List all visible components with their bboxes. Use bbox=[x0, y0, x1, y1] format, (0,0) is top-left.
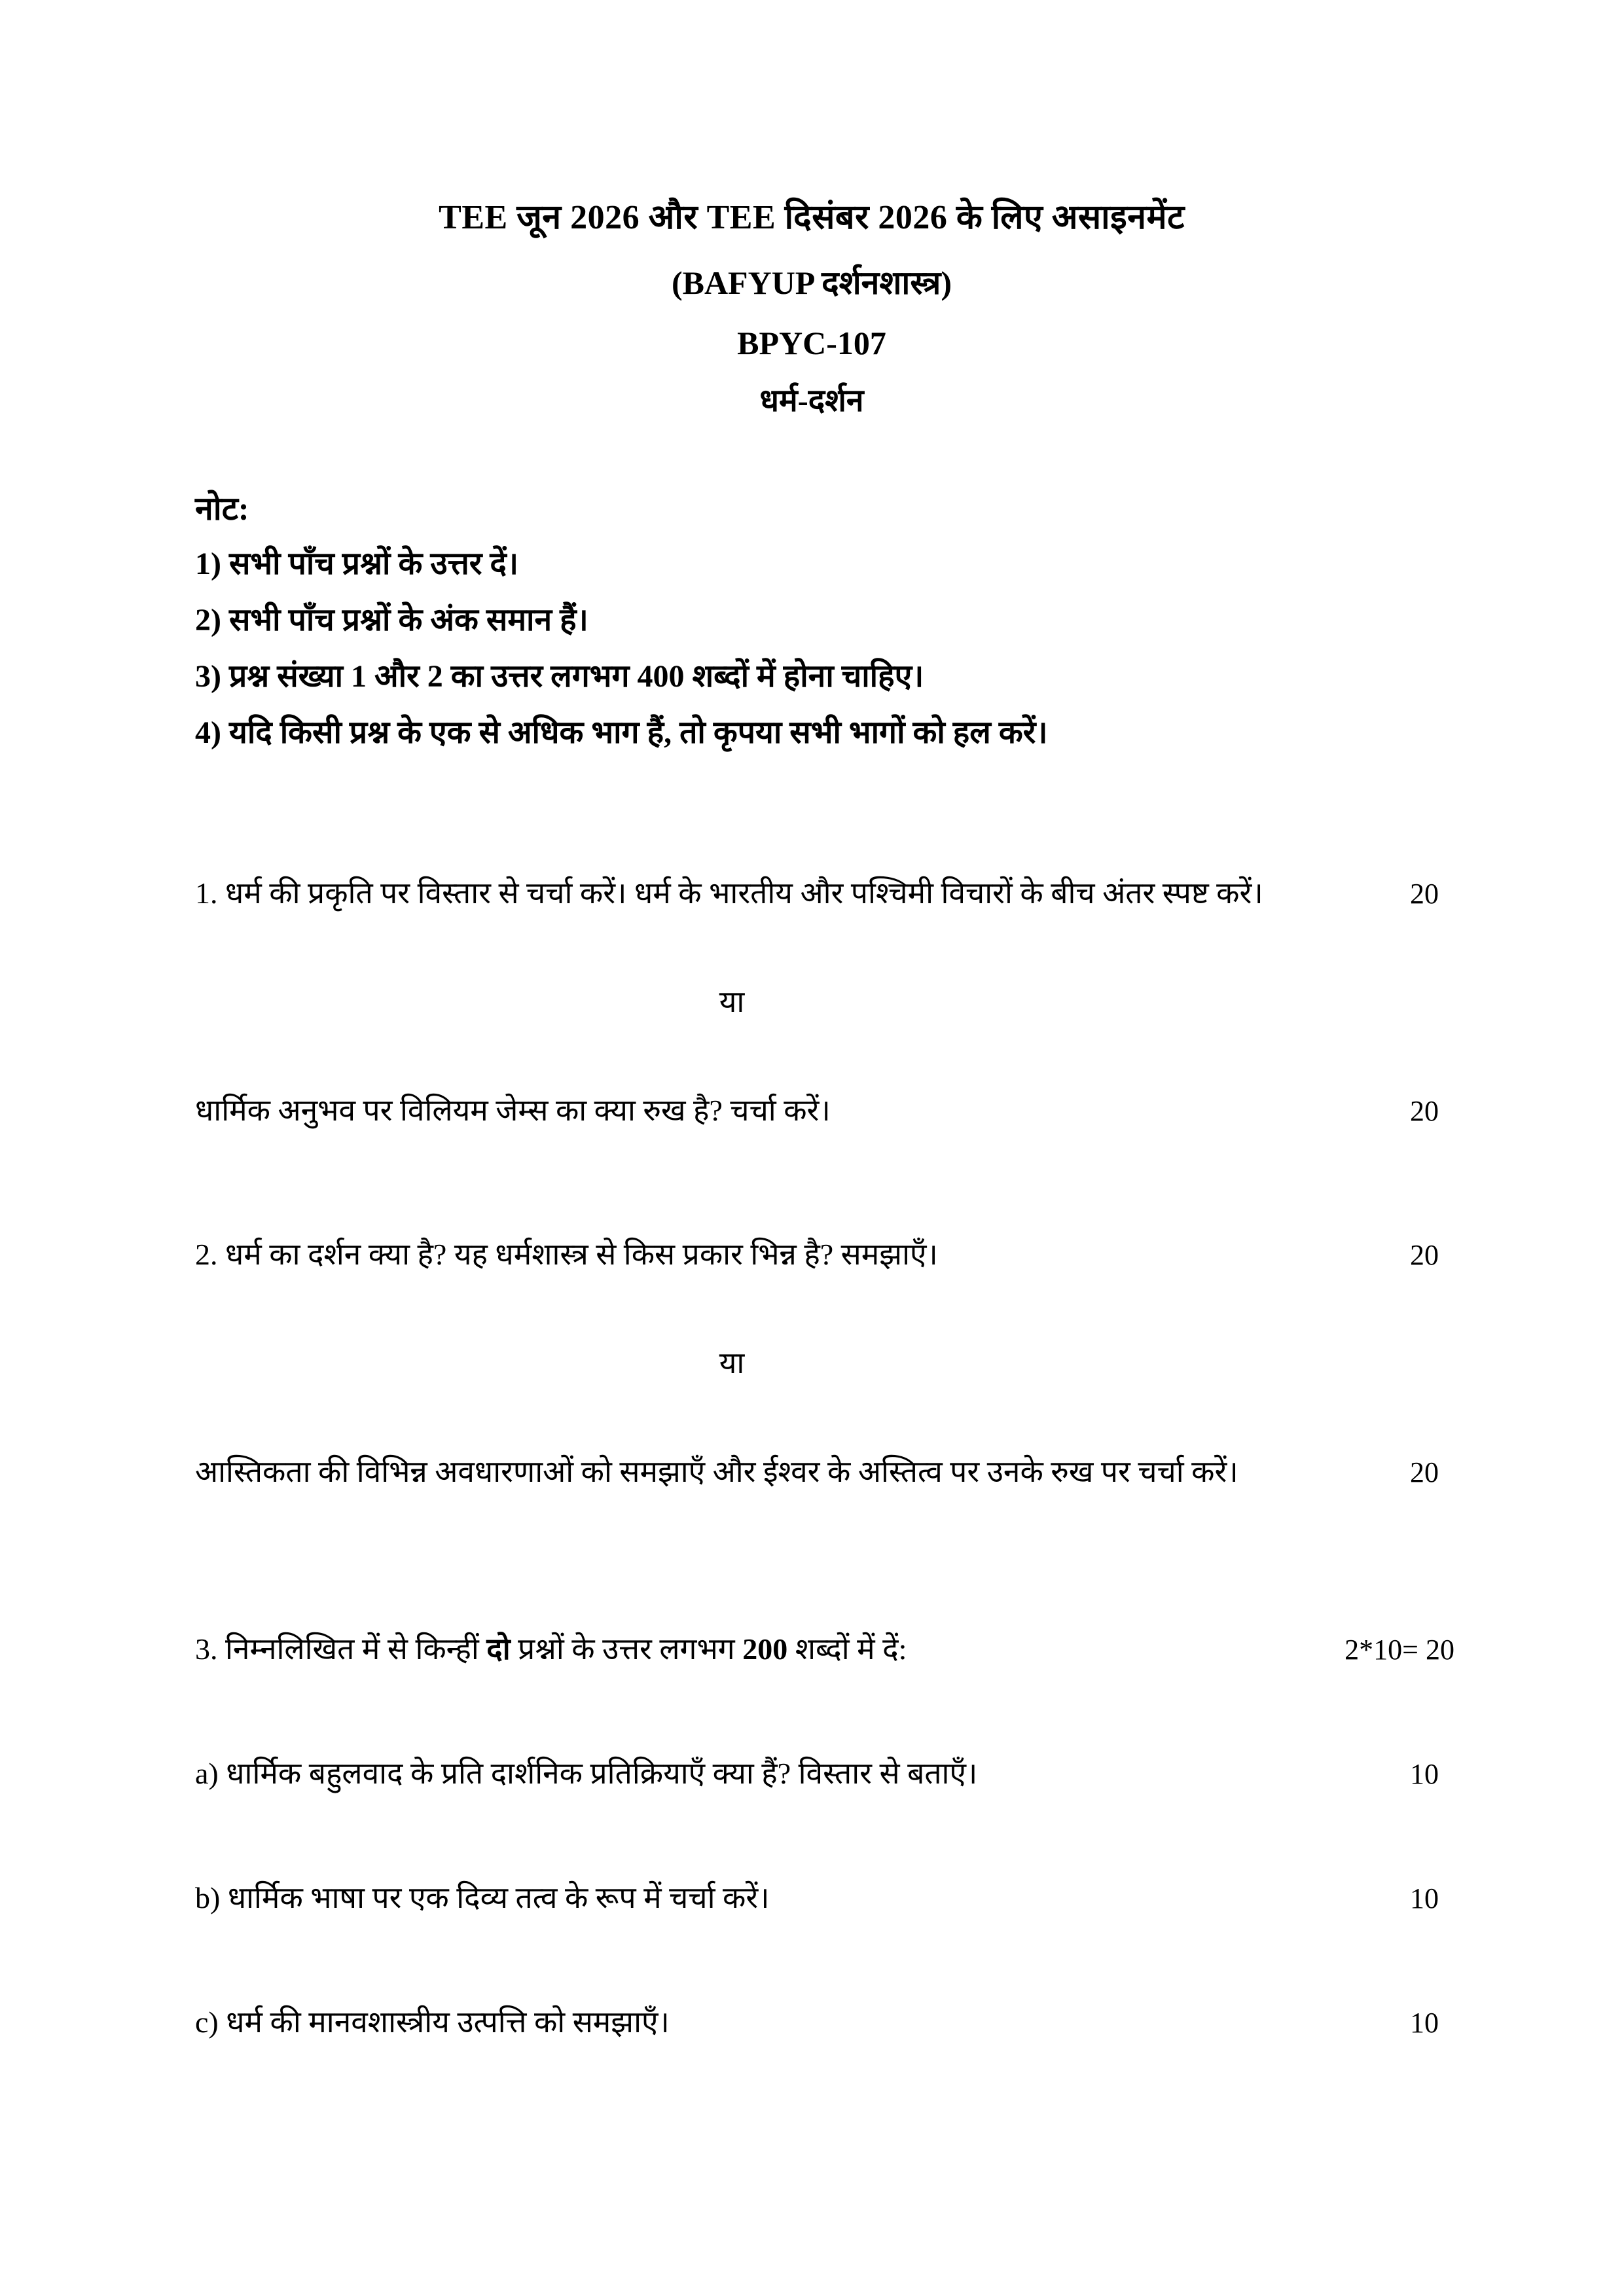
question-3a-text: a) धार्मिक बहुलवाद के प्रति दार्शनिक प्रतिक्रियाएँ क्या हैं? विस्तार से बताएँ। bbox=[195, 1757, 978, 1791]
question-2-alternative bbox=[195, 1449, 1439, 1495]
question-3b-text: b) धार्मिक भाषा पर एक दिव्य तत्व के रूप में चर्चा करें। bbox=[195, 1881, 770, 1915]
question-3b-marks: 10 bbox=[1410, 1882, 1439, 1915]
assignment-title: TEE जून 2026 और TEE दिसंबर 2026 के लिए असाइनमेंट bbox=[439, 199, 1185, 236]
question-3-stem-bold-words: 200 bbox=[742, 1632, 788, 1666]
question-3-stem-part1: 3. निम्नलिखित में से किन्हीं bbox=[195, 1632, 487, 1666]
spacer bbox=[195, 1797, 1439, 1875]
notes-label: नोट: bbox=[195, 490, 249, 527]
notes-section bbox=[195, 492, 1439, 774]
questions-section bbox=[195, 870, 1454, 2045]
spacer bbox=[195, 916, 1439, 979]
question-1-alternative bbox=[195, 1088, 1439, 1134]
question-3 bbox=[195, 1626, 1454, 1672]
question-3a-marks: 10 bbox=[1410, 1758, 1439, 1791]
spacer bbox=[195, 1025, 1439, 1088]
question-3a bbox=[195, 1751, 1439, 1797]
question-2-alternative-text: आस्तिकता की विभिन्न अवधारणाओं को समझाएँ और ईश्वर के अस्तित्व पर उनके रुख पर चर्चा करें। bbox=[195, 1454, 1238, 1488]
question-3-stem-part3: शब्दों में दें: bbox=[787, 1632, 907, 1666]
question-3c-marks: 10 bbox=[1410, 2007, 1439, 2039]
question-1-text: 1. धर्म की प्रकृति पर विस्तार से चर्चा करें। धर्म के भारतीय और पश्चिमी विचारों के बीच अंतर स्पष्ट करें। bbox=[195, 876, 1263, 910]
question-3-stem-part2: प्रश्नों के उत्तर लगभग bbox=[510, 1632, 743, 1666]
or-separator-2: या bbox=[719, 1346, 745, 1380]
question-2-text: 2. धर्म का दर्शन क्या है? यह धर्मशास्त्र से किस प्रकार भिन्न है? समझाएँ। bbox=[195, 1237, 938, 1271]
or-separator-1: या bbox=[719, 984, 745, 1018]
question-2-marks: 20 bbox=[1410, 1238, 1439, 1271]
question-1 bbox=[195, 870, 1439, 916]
question-1-alternative-text: धार्मिक अनुभव पर विलियम जेम्स का क्या रुख है? चर्चा करें। bbox=[195, 1093, 831, 1127]
question-2-alternative-marks: 20 bbox=[1410, 1456, 1439, 1488]
note-item: 1) सभी पाँच प्रश्नों के उत्तर दें। bbox=[195, 547, 519, 581]
document-heading bbox=[196, 196, 1427, 420]
spacer bbox=[195, 1921, 1439, 2000]
note-item: 2) सभी पाँच प्रश्नों के अंक समान हैं। bbox=[195, 603, 588, 637]
question-1-alternative-marks: 20 bbox=[1410, 1094, 1439, 1127]
note-item: 3) प्रश्न संख्या 1 और 2 का उत्तर लगभग 400 शब्दों में होना चाहिए। bbox=[195, 659, 924, 694]
question-3c bbox=[195, 2000, 1439, 2045]
question-3-marks: 2*10= 20 bbox=[1344, 1634, 1454, 1666]
question-3c-text: c) धर्म की मानवशास्त्रीय उत्पत्ति को समझाएँ। bbox=[195, 2005, 670, 2039]
spacer bbox=[195, 1278, 1439, 1340]
course-code: BPYC-107 bbox=[737, 324, 886, 361]
spacer bbox=[195, 1672, 1439, 1751]
question-2 bbox=[195, 1232, 1439, 1278]
spacer bbox=[195, 1494, 1439, 1592]
question-3b bbox=[195, 1875, 1439, 1921]
spacer bbox=[195, 1592, 1439, 1626]
question-1-marks: 20 bbox=[1410, 878, 1439, 910]
programme-title: (BAFYUP दर्शनशास्त्र) bbox=[671, 264, 952, 301]
note-item: 4) यदि किसी प्रश्न के एक से अधिक भाग हैं, तो कृपया सभी भागों को हल करें। bbox=[195, 715, 1048, 750]
spacer bbox=[195, 1386, 1439, 1449]
question-3-stem-bold-count: दो bbox=[486, 1632, 511, 1666]
spacer bbox=[195, 1134, 1439, 1232]
course-title: धर्म-दर्शन bbox=[759, 383, 864, 418]
